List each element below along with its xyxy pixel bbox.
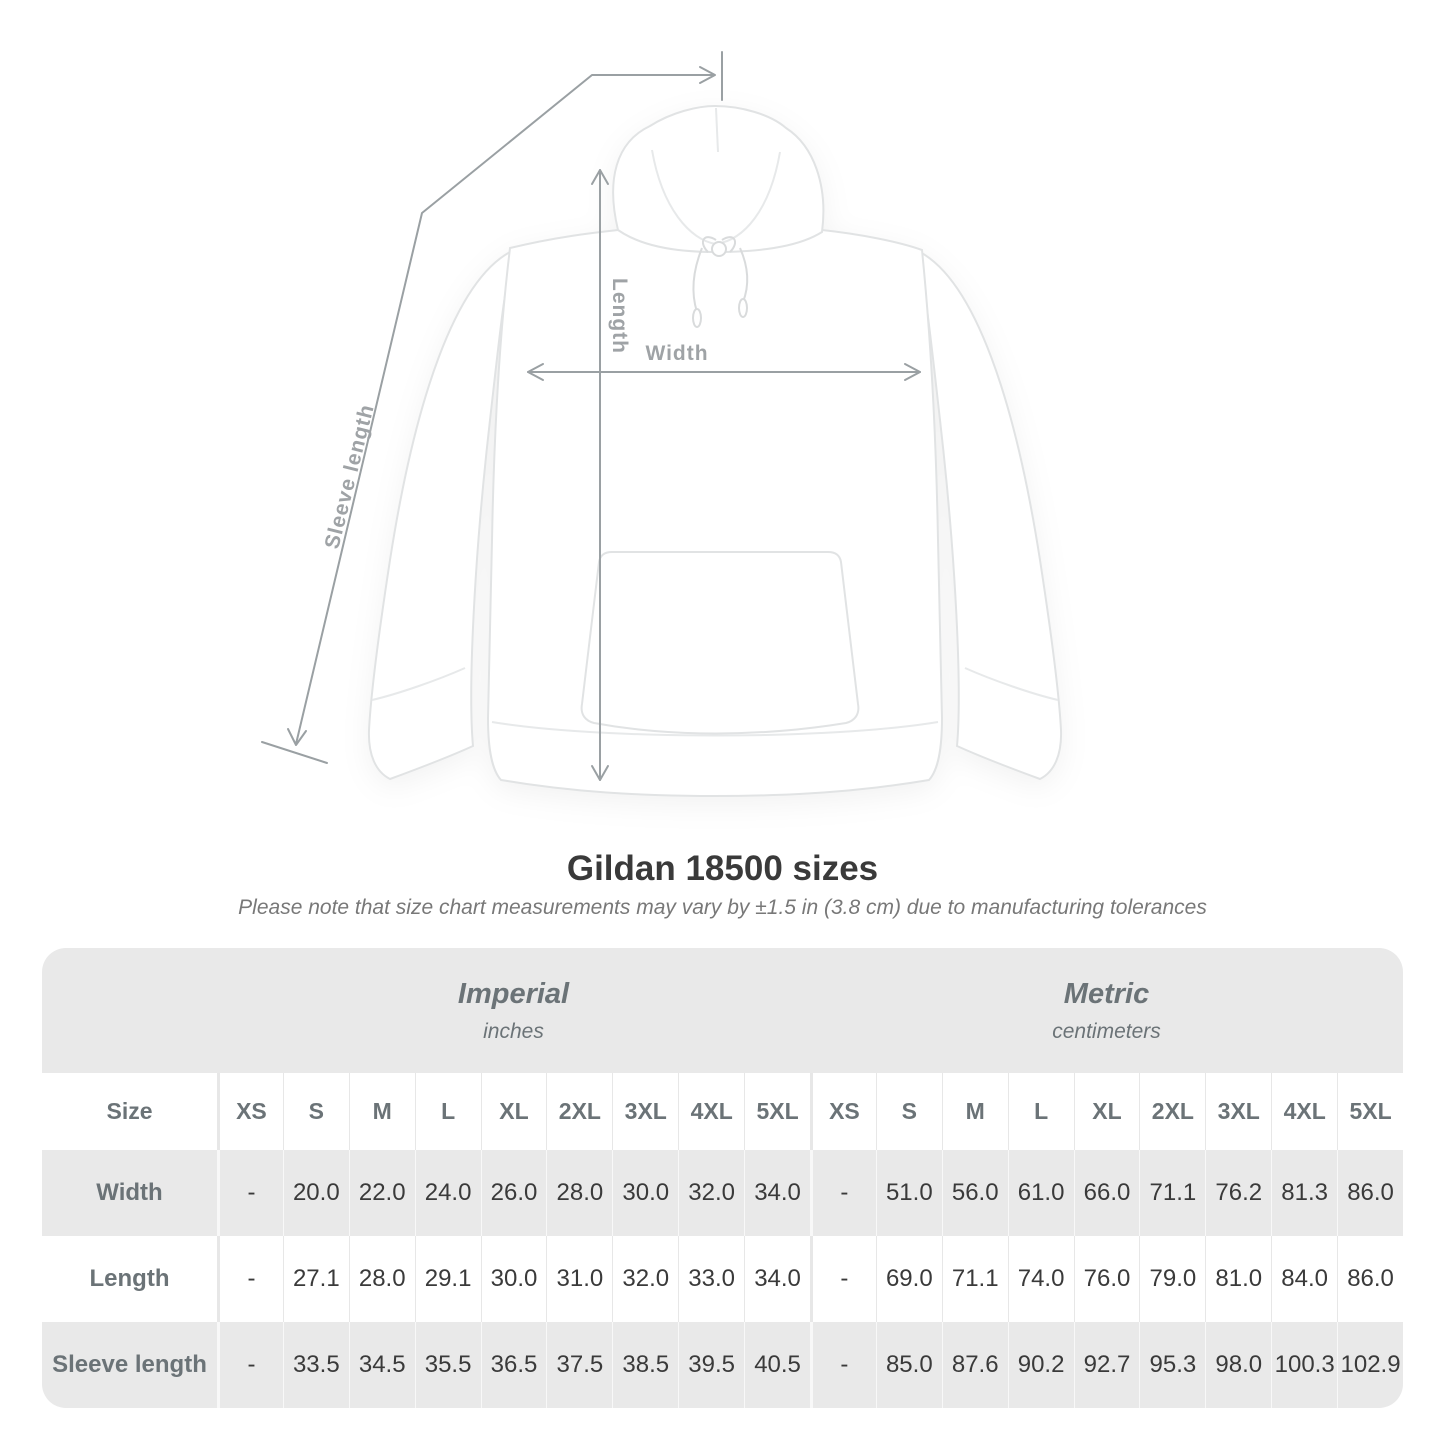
width-label: Width xyxy=(645,342,709,365)
table-cell: 28.0 xyxy=(349,1236,415,1322)
table-cell: 87.6 xyxy=(942,1322,1008,1408)
table-row-sleeve-length xyxy=(42,1322,1403,1408)
size-header-row xyxy=(42,1073,1403,1150)
table-cell: 76.2 xyxy=(1205,1150,1271,1236)
size-header: L xyxy=(1008,1073,1074,1150)
table-cell: 95.3 xyxy=(1139,1322,1205,1408)
table-cell: - xyxy=(810,1322,876,1408)
table-cell: 85.0 xyxy=(876,1322,942,1408)
row-label: Length xyxy=(89,1265,170,1292)
hoodie-hood xyxy=(613,106,823,252)
table-cell: 26.0 xyxy=(481,1150,547,1236)
row-label: Sleeve length xyxy=(52,1351,207,1378)
size-header: 2XL xyxy=(1139,1073,1205,1150)
table-cell: 76.0 xyxy=(1074,1236,1140,1322)
size-header: XL xyxy=(1074,1073,1140,1150)
table-cell: 86.0 xyxy=(1337,1236,1403,1322)
table-cell: 32.0 xyxy=(678,1150,744,1236)
table-cell: 29.1 xyxy=(415,1236,481,1322)
table-cell: 34.0 xyxy=(744,1150,810,1236)
table-cell: 28.0 xyxy=(546,1150,612,1236)
table-cell: - xyxy=(217,1236,283,1322)
size-table xyxy=(42,948,1403,1408)
table-row-width xyxy=(42,1150,1403,1236)
size-header: XL xyxy=(481,1073,547,1150)
table-cell: 34.5 xyxy=(349,1322,415,1408)
size-header: M xyxy=(942,1073,1008,1150)
sleeve-measure-cuff-tick xyxy=(262,742,327,763)
table-cell: 81.3 xyxy=(1271,1150,1337,1236)
table-cell: 92.7 xyxy=(1074,1322,1140,1408)
table-cell: 61.0 xyxy=(1008,1150,1074,1236)
imperial-sublabel: inches xyxy=(483,1019,544,1043)
size-header: XS xyxy=(810,1073,876,1150)
table-cell: 32.0 xyxy=(612,1236,678,1322)
size-header: 4XL xyxy=(1271,1073,1337,1150)
table-cell: 81.0 xyxy=(1205,1236,1271,1322)
size-header: 2XL xyxy=(546,1073,612,1150)
table-cell: - xyxy=(217,1150,283,1236)
sleeve-length-label: Sleeve length xyxy=(320,401,379,552)
table-cell: 31.0 xyxy=(546,1236,612,1322)
size-column-header: Size xyxy=(106,1098,153,1124)
table-cell: 40.5 xyxy=(744,1322,810,1408)
row-label: Width xyxy=(96,1179,163,1206)
table-cell: 71.1 xyxy=(1139,1150,1205,1236)
size-header: 3XL xyxy=(612,1073,678,1150)
unit-header-spacer xyxy=(42,948,217,1073)
size-header: 4XL xyxy=(678,1073,744,1150)
table-cell: 33.5 xyxy=(283,1322,349,1408)
table-cell: 38.5 xyxy=(612,1322,678,1408)
size-header: S xyxy=(876,1073,942,1150)
table-cell: 20.0 xyxy=(283,1150,349,1236)
table-cell: 74.0 xyxy=(1008,1236,1074,1322)
metric-label: Metric xyxy=(1063,977,1150,1010)
size-header: 5XL xyxy=(1337,1073,1403,1150)
hoodie-illustration xyxy=(369,106,1061,796)
tolerance-note: Please note that size chart measurements may vary by ±1.5 in (3.8 cm) due to manufacturing tolerances xyxy=(238,896,1207,919)
length-label: Length xyxy=(608,278,631,354)
table-cell: 27.1 xyxy=(283,1236,349,1322)
table-cell: 36.5 xyxy=(481,1322,547,1408)
table-cell: - xyxy=(810,1150,876,1236)
table-cell: 24.0 xyxy=(415,1150,481,1236)
metric-sublabel: centimeters xyxy=(1052,1019,1161,1043)
table-cell: 39.5 xyxy=(678,1322,744,1408)
table-cell: 35.5 xyxy=(415,1322,481,1408)
imperial-header xyxy=(217,948,810,1073)
table-cell: 100.3 xyxy=(1271,1322,1337,1408)
size-header: M xyxy=(349,1073,415,1150)
table-cell: - xyxy=(217,1322,283,1408)
table-cell: 37.5 xyxy=(546,1322,612,1408)
table-row-length xyxy=(42,1236,1403,1322)
table-cell: 51.0 xyxy=(876,1150,942,1236)
unit-header-row xyxy=(42,948,1403,1073)
table-cell: 56.0 xyxy=(942,1150,1008,1236)
table-cell: 98.0 xyxy=(1205,1322,1271,1408)
size-header: 3XL xyxy=(1205,1073,1271,1150)
size-header: L xyxy=(415,1073,481,1150)
size-header: 5XL xyxy=(744,1073,810,1150)
table-cell: 34.0 xyxy=(744,1236,810,1322)
table-cell: 22.0 xyxy=(349,1150,415,1236)
table-cell: 30.0 xyxy=(612,1150,678,1236)
page-title: Gildan 18500 sizes xyxy=(566,849,879,888)
size-header: S xyxy=(283,1073,349,1150)
table-cell: 33.0 xyxy=(678,1236,744,1322)
table-cell: 90.2 xyxy=(1008,1322,1074,1408)
table-cell: 102.9 xyxy=(1337,1322,1403,1408)
imperial-label: Imperial xyxy=(457,977,570,1010)
hoodie-pocket xyxy=(582,552,859,734)
table-cell: 86.0 xyxy=(1337,1150,1403,1236)
table-cell: - xyxy=(810,1236,876,1322)
table-cell: 79.0 xyxy=(1139,1236,1205,1322)
table-cell: 84.0 xyxy=(1271,1236,1337,1322)
table-cell: 69.0 xyxy=(876,1236,942,1322)
table-cell: 66.0 xyxy=(1074,1150,1140,1236)
metric-header xyxy=(810,948,1403,1073)
table-cell: 30.0 xyxy=(481,1236,547,1322)
size-header: XS xyxy=(217,1073,283,1150)
table-cell: 71.1 xyxy=(942,1236,1008,1322)
